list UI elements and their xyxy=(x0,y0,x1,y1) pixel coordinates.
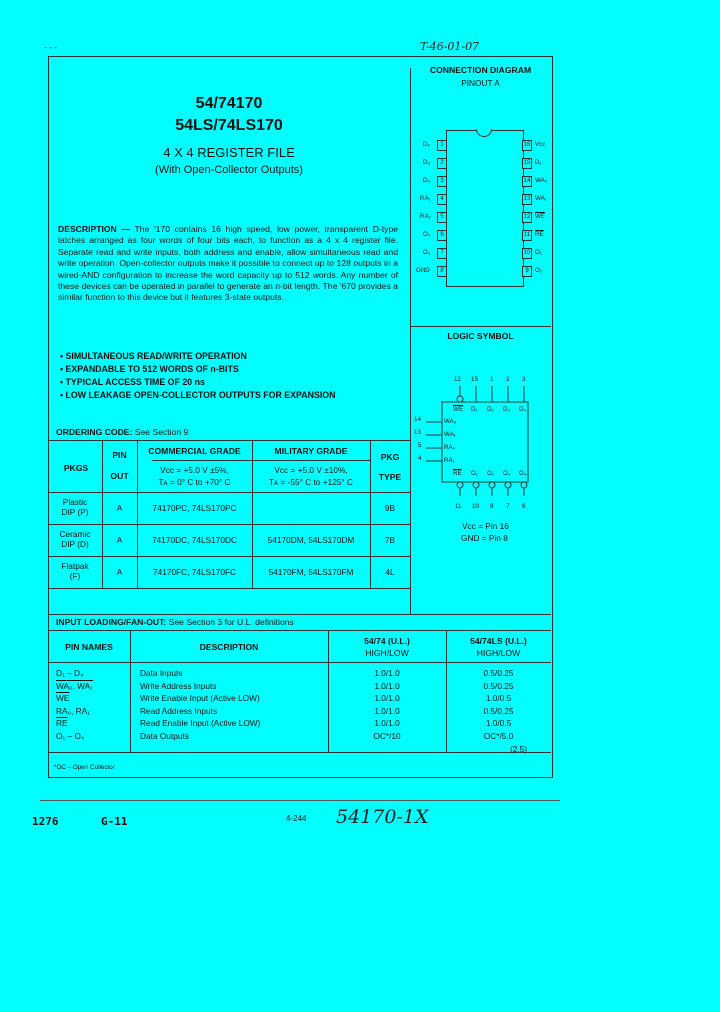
logic-pin-number: 6 xyxy=(522,503,526,510)
logic-pin-number: 2 xyxy=(506,376,510,383)
feature-2: • EXPANDABLE TO 512 WORDS OF n-BITS xyxy=(60,364,239,374)
logic-pin-number: 12 xyxy=(454,376,461,383)
pin-label: $\overline{RE}$ xyxy=(535,231,544,238)
pin-label: D₃ xyxy=(423,159,430,166)
table-cell-military: 54170DM, 54LS170DM xyxy=(267,535,355,545)
pin-label: WA₀ xyxy=(535,177,548,184)
logic-pin-number: 14 xyxy=(414,416,421,423)
logic-symbol-diagram xyxy=(410,372,551,512)
part-number-ls: 54LS/74LS170 xyxy=(175,117,283,134)
loading-header-ls: 54/74LS (U.L.) xyxy=(470,636,527,646)
pin-label: RA₀ xyxy=(420,213,432,220)
logic-pin-label: WA₀ xyxy=(444,418,457,425)
loading-top-rule xyxy=(48,630,551,631)
gnd-pin-note: GND = Pin 8 xyxy=(461,533,508,543)
pin-number: 4 xyxy=(437,194,447,205)
logic-pin-label: O₄ xyxy=(519,470,527,477)
footer-mid-code: G-11 xyxy=(101,815,128,828)
logic-pin-label: WA₁ xyxy=(444,431,456,438)
logic-pin-number: 11 xyxy=(455,503,462,510)
pin-number: 7 xyxy=(437,248,447,259)
table-row: O₁ – O₄ xyxy=(56,730,85,741)
footer-left-code: 1276 xyxy=(32,815,59,828)
pin-number: 8 xyxy=(437,266,447,277)
table-cell-out: A xyxy=(116,535,123,545)
pin-label: O₃ xyxy=(423,249,431,256)
pin-number: 9 xyxy=(522,266,532,277)
ordering-header-commercial: COMMERCIAL GRADE xyxy=(148,446,241,456)
feature-4: • LOW LEAKAGE OPEN-COLLECTOR OUTPUTS FOR EXPANSION xyxy=(60,390,336,400)
pin-label: WA₁ xyxy=(535,195,547,202)
commercial-vcc-condition: Vᴄᴄ = +5.0 V ±5%, xyxy=(160,465,229,475)
logic-pin-label: $\overline{RE}$ xyxy=(453,470,462,477)
loading-ls-list: 0.5/0.25 0.5/0.25 1.0/0.5 0.5/0.25 1.0/0.5 OC*/5.0 (2.5) xyxy=(483,668,528,754)
pin-label: O₄ xyxy=(423,231,431,238)
military-ta-condition: Tᴀ = -55° C to +125° C xyxy=(268,477,354,487)
logic-left-leads xyxy=(426,422,442,461)
o4-inversion-bubble xyxy=(521,482,527,488)
o2-inversion-bubble xyxy=(489,482,495,488)
connection-diagram-title: CONNECTION DIAGRAM xyxy=(429,65,532,75)
vcc-pin-note: Vᴄᴄ = Pin 16 xyxy=(462,521,509,531)
logic-pin-number: 4 xyxy=(418,455,422,462)
logic-pin-label: O₂ xyxy=(487,470,495,477)
pin-label: RA₁ xyxy=(420,195,431,202)
pin-label: GND xyxy=(416,267,430,274)
pin-number: 14 xyxy=(522,176,532,187)
pin-label: O₁ xyxy=(535,249,542,256)
ordering-header-pkgs: PKGS xyxy=(63,463,89,473)
ordering-header-out: OUT xyxy=(110,471,129,481)
pin-number: 13 xyxy=(522,194,532,205)
loading-header-pin-names: PIN NAMES xyxy=(65,642,113,652)
logic-pin-label: D₃ xyxy=(503,406,510,413)
ordering-header-pkg: PKG xyxy=(380,452,400,462)
pin-number: 3 xyxy=(437,176,447,187)
table-cell-out: A xyxy=(116,503,123,513)
pin-number: 15 xyxy=(522,158,532,169)
logic-pin-number: 13 xyxy=(414,429,421,436)
pin-label: D₁ xyxy=(535,159,542,166)
table-cell-type: 7B xyxy=(384,535,396,545)
pin-number: 6 xyxy=(437,230,447,241)
loading-std-list: 1.0/1.0 1.0/1.0 1.0/1.0 1.0/1.0 1.0/1.0 OC*/10 xyxy=(373,668,401,741)
commercial-ta-condition: Tᴀ = 0° C to +70° C xyxy=(158,477,231,487)
description xyxy=(58,224,398,304)
handwritten-part-note: 54170-1X xyxy=(336,806,429,828)
ordering-header-type: TYPE xyxy=(378,472,402,482)
table-row: $\overline{WE}$ xyxy=(56,693,70,704)
dip-package xyxy=(446,130,524,287)
pin-number: 2 xyxy=(437,158,447,169)
ordering-header-military: MILITARY GRADE xyxy=(274,446,348,456)
ordering-col-2 xyxy=(137,440,138,588)
page-number: 4-244 xyxy=(286,814,307,823)
re-inversion-bubble xyxy=(457,482,463,488)
loading-pin-list xyxy=(56,667,93,743)
we-inversion-bubble xyxy=(457,396,463,402)
logic-pin-label: $\overline{WE}$ xyxy=(453,406,463,413)
logic-pin-label: D₂ xyxy=(487,406,494,413)
logic-pin-label: O₁ xyxy=(471,470,478,477)
loading-header-description: DESCRIPTION xyxy=(199,642,259,652)
loading-desc-list: Data Inputs Write Address Inputs Write Enable Input (Active LOW) Read Address Inputs Read Enable Input (Active LOW) Data Outputs xyxy=(140,668,261,741)
logic-pin-label: RA₁ xyxy=(444,457,455,464)
pin-label: D₄ xyxy=(423,177,430,184)
logic-pin-label: O₃ xyxy=(503,470,511,477)
right-column-separator xyxy=(410,326,551,327)
ordering-row-rule-3 xyxy=(48,588,410,589)
ordering-grade-rule xyxy=(152,460,370,461)
table-cell-type: 4L xyxy=(385,567,395,577)
feature-3: • TYPICAL ACCESS TIME OF 20 ns xyxy=(60,377,205,387)
pin-number: 5 xyxy=(437,212,447,223)
pin-number: 11 xyxy=(522,230,532,241)
logic-pin-label: D₄ xyxy=(519,406,526,413)
ordering-col-4 xyxy=(370,440,371,588)
logic-pin-number: 5 xyxy=(418,442,422,449)
part-number: 54/74170 xyxy=(195,95,263,112)
pin-number: 12 xyxy=(522,212,532,223)
pin-label: O₂ xyxy=(535,267,543,274)
loading-header-std-hl: HIGH/LOW xyxy=(365,648,409,658)
table-cell-commercial: 74170DC, 74LS170DC xyxy=(152,535,237,545)
loading-header-ls-hl: HIGH/LOW xyxy=(476,648,521,658)
ordering-code-title: ORDERING CODE: See Section 9 xyxy=(56,427,189,437)
subtitle-2: (With Open-Collector Outputs) xyxy=(155,164,303,176)
ordering-col-1 xyxy=(102,440,103,588)
pin-number: 1 xyxy=(437,140,447,151)
table-row-pkg: Flatpak (F) xyxy=(61,561,89,581)
pin-label: Vᴄᴄ xyxy=(535,141,546,148)
subtitle: 4 X 4 REGISTER FILE xyxy=(163,145,295,160)
logic-pin-number: 7 xyxy=(506,503,510,510)
logic-pin-number: 9 xyxy=(490,503,494,510)
table-cell-commercial: 74170PC, 74LS170PC xyxy=(152,503,237,513)
table-row: WA₀, WA₁ xyxy=(56,680,93,691)
logic-pin-number: 3 xyxy=(522,376,526,383)
connection-diagram-subtitle: PINOUT A xyxy=(461,78,500,88)
table-cell-out: A xyxy=(116,567,123,577)
input-loading-title: INPUT LOADING/FAN-OUT: See Section 3 for U.L. definitions xyxy=(56,617,294,627)
logic-symbol-title: LOGIC SYMBOL xyxy=(447,331,514,341)
loading-footnote: *OC – Open Collector xyxy=(54,764,115,771)
logic-pin-label: D₁ xyxy=(471,406,478,413)
table-row-pkg: Ceramic DIP (D) xyxy=(59,529,91,549)
table-row: D₁ – D₄ xyxy=(56,668,84,678)
loading-header-std: 54/74 (U.L.) xyxy=(364,636,410,646)
military-vcc-condition: Vᴄᴄ = +5.0 V ±10%, xyxy=(274,465,348,475)
footer-rule xyxy=(40,800,560,801)
description-label: DESCRIPTION — xyxy=(58,224,130,234)
logic-pin-number: 10 xyxy=(472,503,479,510)
pin-number: 10 xyxy=(522,248,532,259)
ordering-col-3 xyxy=(252,440,253,588)
loading-section-rule xyxy=(48,614,551,615)
right-column-divider xyxy=(410,68,411,614)
logic-pin-number: 1 xyxy=(490,376,494,383)
table-row: $\overline{RE}$ xyxy=(56,718,68,729)
table-row: RA₀, RA₁ xyxy=(56,705,90,716)
logic-pin-label: RA₀ xyxy=(444,444,456,451)
o3-inversion-bubble xyxy=(505,482,511,488)
pin-number: 16 xyxy=(522,140,532,151)
o1-inversion-bubble xyxy=(473,482,479,488)
pin-label: D₂ xyxy=(423,141,430,148)
table-cell-military: 54170FM, 54LS170FM xyxy=(268,567,354,577)
corner-handwritten-code: T-46-01-07 xyxy=(420,40,480,53)
table-cell-commercial: 74170FC, 74LS170FC xyxy=(152,567,237,577)
description-text: The '170 contains 16 high speed, low power, transparent D-type latches arranged as four words of four bits each, to function as a 4 x 4 register file. Separate read and write inputs, both address and enable, allow simultaneous read and write operation. Open-collector outputs make it possible to connect up to 128 outputs in a wired-AND configuration to increase the word capacity up to 512 words. Any number of these devices can be operated in parallel to generate an n-bit length. The '670 provides a similar function to this device but it features 3-state outputs. xyxy=(58,224,399,303)
table-cell-type: 9B xyxy=(384,503,396,513)
loading-header-rule xyxy=(48,662,551,663)
pin-label: $\overline{WE}$ xyxy=(535,213,545,220)
logic-pin-number: 15 xyxy=(471,376,478,383)
corner-mark-left: - - - xyxy=(44,42,57,52)
feature-1: • SIMULTANEOUS READ/WRITE OPERATION xyxy=(60,351,247,361)
table-row-pkg: Plastic DIP (P) xyxy=(61,497,89,517)
logic-top-leads xyxy=(460,386,524,402)
ordering-header-pin: PIN xyxy=(112,450,127,460)
